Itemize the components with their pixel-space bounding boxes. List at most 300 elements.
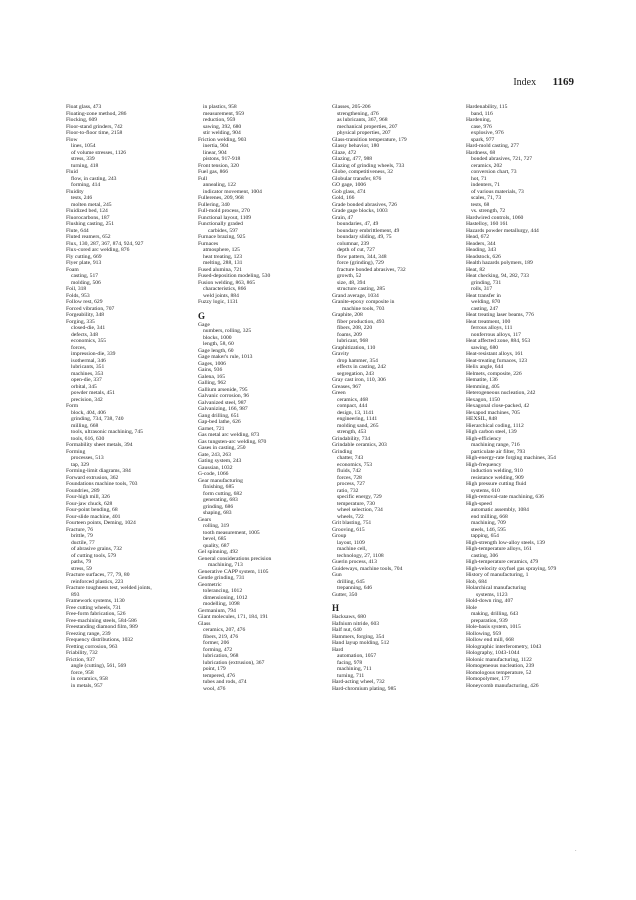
index-entry: Health hazards polymers, 189: [466, 260, 533, 266]
index-subentry: ratio, 732: [337, 487, 359, 494]
index-subentry: automatic assembly, 1084: [471, 507, 529, 513]
index-entry: Greases, 967: [332, 383, 361, 390]
index-subentry: fibers, 219, 476: [203, 633, 239, 640]
index-entry: Free cutting wheels, 731: [66, 604, 121, 611]
index-entry: Generative CAPP system, 1105: [198, 568, 269, 575]
index-subentry: structure casting, 285: [337, 286, 386, 292]
index-subentry: as lubricants, 367, 968: [337, 117, 388, 123]
index-entry: Gold, 166: [332, 195, 355, 201]
index-entry: Gases in casting, 250: [198, 445, 246, 451]
index-entry: Guerin process, 413: [332, 559, 377, 565]
index-subentry: closed-die, 341: [71, 325, 106, 331]
index-entry: Gears: [198, 516, 212, 523]
index-entry: Graphite, 208: [332, 312, 363, 318]
index-entry: Grade bonded abrasives, 726: [332, 201, 397, 208]
index-entry: Gray cast iron, 110, 306: [332, 377, 386, 383]
index-subentry: characteristics, 866: [203, 286, 247, 292]
index-subentry: processes, 513: [71, 455, 104, 461]
index-entry: Friction welding, 903: [198, 136, 247, 143]
index-subentry: angle (cutting), 561, 569: [71, 663, 127, 669]
index-entry: Friability, 732: [66, 650, 98, 656]
index-entry: Hardening,: [466, 117, 492, 123]
index-subentry: weld joints, 884: [203, 292, 239, 299]
index-subentry: fiber production, 493: [337, 318, 385, 325]
index-entry: Glazing of grinding wheels, 733: [332, 162, 405, 169]
index-subentry: boundary embrittlement, 49: [337, 227, 400, 234]
index-subentry: defects, 348: [71, 331, 99, 338]
index-subentry: finishing, 685: [203, 484, 235, 490]
index-entry: Gear manufacturing: [198, 477, 243, 484]
index-entry: Glassy behavior, 180: [332, 143, 380, 149]
index-subentry: rolls, 317: [471, 286, 493, 292]
index-entry: High-speed: [466, 500, 492, 507]
index-subentry: indenters, 71: [471, 182, 500, 188]
index-subentry: stir welding, 904: [203, 130, 241, 136]
index-entry: High-efficiency: [466, 435, 502, 442]
index-entry: Holonic manufacturing, 1122: [466, 656, 532, 663]
index-entry: Heat checking, 94, 282, 733: [466, 273, 529, 279]
index-subentry: ceramics, 202: [471, 162, 503, 169]
index-entry: Four-high mill, 326: [66, 494, 110, 500]
index-subentry: shaping, 683: [203, 510, 232, 516]
index-subentry: columnar, 239: [337, 240, 370, 247]
index-entry: Fuzzy logic, 1131: [198, 299, 239, 305]
index-entry: Fracture surfaces, 77, 79, 80: [66, 572, 130, 578]
index-entry: Fluidized bed, 124: [66, 208, 108, 214]
index-entry: Follow rest, 629: [66, 299, 103, 305]
index-entry: Foundries, 289: [66, 487, 100, 494]
index-subentry: effects in casting, 242: [337, 364, 386, 370]
index-subentry: open-die, 337: [71, 377, 102, 383]
index-entry: High-frequency: [466, 461, 502, 468]
index-subentry: turning, 418: [71, 162, 99, 169]
index-entry: Graphitization, 110: [332, 344, 376, 351]
index-subentry: ferrous alloys, 111: [471, 325, 513, 331]
index-entry: Fused alumina, 721: [198, 266, 242, 273]
index-subentry: in metals, 957: [71, 682, 103, 689]
index-entry: HEXSIL, 848: [466, 416, 498, 422]
index-entry: High-velocity oxyfuel gas spraying, 979: [466, 565, 557, 572]
index-entry: Hardness, 68: [466, 149, 496, 156]
index-subentry: point, 179: [203, 666, 226, 672]
index-entry: Gap-bed lathe, 626: [198, 419, 241, 425]
index-entry: Garnet, 721: [198, 425, 225, 432]
index-entry: Hold-down ring, 407: [466, 598, 514, 604]
index-subentry: boundary sliding, 49, 75: [337, 234, 392, 240]
index-entry: Hole-basis system, 1015: [466, 624, 521, 630]
index-entry: Flux-cored arc welding, 876: [66, 247, 130, 253]
index-subentry: rolling, 319: [203, 523, 230, 529]
index-entry: Hammers, forging, 354: [332, 633, 385, 640]
index-entry: Galvanic corrosion, 96: [198, 393, 250, 399]
index-entry: High-removal-rate machining, 636: [466, 494, 544, 500]
index-entry: Guideways, machine tools, 704: [332, 565, 403, 572]
index-entry: Hemming, 405: [466, 383, 500, 390]
index-entry: Gas metal arc welding, 873: [198, 432, 260, 438]
index-subentry: tempered, 476: [203, 672, 235, 679]
index-subentry: end milling, 668: [471, 513, 508, 520]
index-subentry: technology, 27, 1108: [337, 552, 384, 559]
index-subentry: of abrasive grains, 732: [71, 546, 122, 552]
index-subentry: ductile, 77: [71, 539, 95, 546]
index-subentry: size, 48, 394: [337, 279, 366, 286]
index-entry: Gages, 1006: [198, 360, 226, 367]
index-subentry: tooth measurement, 1005: [203, 529, 260, 536]
index-entry: Grit blasting, 751: [332, 520, 372, 526]
index-entry: Heterogeneous nucleation, 242: [466, 390, 536, 396]
index-subentry: annealing, 122: [203, 182, 236, 188]
index-subentry: explosive, 976: [471, 130, 504, 136]
index-subentry: molding sand, 265: [337, 422, 379, 429]
index-entry: Globular transfer, 876: [332, 175, 382, 182]
index-entry: Gate, 243, 263: [198, 451, 231, 458]
index-subentry: forming, 414: [71, 182, 101, 188]
index-subentry: engineering, 1141: [337, 416, 378, 422]
index-entry: Grooving, 615: [332, 526, 365, 533]
index-subentry: making, drilling, 643: [471, 611, 519, 617]
index-subentry: resistance welding, 909: [471, 474, 524, 481]
index-subentry: powder metals, 451: [71, 390, 115, 396]
index-entry: Galling, 962: [198, 380, 226, 386]
index-entry: Front tension, 320: [198, 162, 239, 169]
index-entry: Fluid: [66, 169, 78, 175]
index-subentry: specific energy, 729: [337, 494, 382, 500]
index-entry: Fluidity: [66, 188, 84, 195]
index-subentry: boundaries, 47, 49: [337, 221, 379, 227]
index-subentry: measurement, 959: [203, 110, 245, 117]
index-subentry: force, 958: [71, 669, 94, 676]
index-subentry: lubricants, 351: [71, 364, 105, 370]
index-entry: Folds, 953: [66, 292, 90, 299]
index-entry: Heat affected zone, 884, 953: [466, 338, 531, 344]
index-entry: Group: [332, 533, 347, 539]
index-entry: Fullering, 340: [198, 201, 230, 208]
index-entry: Glazing, 477, 988: [332, 156, 373, 162]
index-entry: Forming: [66, 448, 86, 455]
index-entry: Framework systems, 1130: [66, 598, 125, 604]
index-entry: Fluorocarbons, 187: [66, 214, 110, 221]
index-entry: Galvanized steel, 987: [198, 399, 247, 406]
index-entry: Grindability, 734: [332, 435, 371, 442]
index-subentry: casting, 247: [471, 305, 499, 312]
index-entry: Heat treatment, 100: [466, 318, 511, 325]
index-subentry: quality, 687: [203, 542, 230, 549]
index-subentry: paths, 79: [71, 559, 92, 565]
index-subentry: systems, 610: [471, 487, 500, 494]
index-subentry: machining, 711: [337, 666, 372, 672]
index-entry: High-strength low-alloy steels, 139: [466, 539, 545, 546]
index-entry: Furnaces: [198, 240, 219, 247]
index-subentry: molten metal, 245: [71, 201, 112, 208]
index-subentry: segregation, 243: [337, 370, 374, 377]
index-entry: Gel spinning, 492: [198, 549, 238, 555]
index-entry: Helmets, composite, 226: [466, 370, 522, 377]
index-entry: Free-form fabrication, 526: [66, 611, 126, 617]
index-entry: Hard-acting wheel, 732: [332, 679, 385, 685]
index-entry: Gas tungsten-arc welding, 870: [198, 438, 267, 445]
index-entry: Foam: [66, 266, 79, 273]
index-entry: Gentle grinding, 731: [198, 575, 245, 581]
index-subentry: vs. strength, 72: [471, 208, 506, 214]
index-subentry: grinding, 731: [471, 279, 502, 286]
index-subentry: former, 206: [203, 640, 230, 646]
index-entry: Functionally graded: [198, 221, 243, 227]
index-subentry: numbers, rolling, 325: [203, 328, 252, 334]
index-entry: Gallium arsenide, 795: [198, 386, 248, 393]
index-entry: Grain, 47: [332, 214, 354, 221]
index-subentry: machine tools, 703: [342, 305, 385, 312]
index-subentry: physical properties, 207: [337, 130, 391, 136]
index-entry: Four-jaw chuck, 628: [66, 500, 113, 507]
index-entry: Half nut, 640: [332, 627, 362, 633]
index-entry: Hexapod machines, 705: [466, 409, 520, 416]
index-subentry: process, 727: [337, 481, 365, 487]
index-column-3: [332, 104, 407, 692]
index-entry: Hole: [466, 604, 477, 611]
index-subentry: tolerancing, 1012: [203, 588, 243, 594]
index-subentry: lines, 1054: [71, 143, 96, 149]
index-entry: Head, 672: [466, 234, 489, 240]
index-subentry: molding, 506: [71, 279, 101, 286]
index-entry: Helix angle, 644: [466, 364, 504, 370]
index-entry: Flux, 130, 287, 367, 874, 924, 927: [66, 240, 144, 247]
running-header: [513, 76, 574, 88]
index-entry: Headstock, 626: [466, 253, 501, 260]
index-entry: Four-point bending, 68: [66, 507, 118, 513]
index-entry: Gun: [332, 572, 342, 578]
index-subentry: sawing, 680: [471, 344, 499, 351]
index-subentry: forces, 728: [337, 474, 362, 481]
index-entry: Hob, 684: [466, 578, 487, 585]
index-entry: Hardenability, 115: [466, 104, 508, 110]
index-entry: Fused-deposition modeling, 530: [198, 273, 271, 279]
index-entry: Hexagonal close-packed, 42: [466, 403, 530, 409]
index-subentry: wool, 476: [203, 685, 226, 692]
index-subentry: trepanning, 646: [337, 585, 373, 591]
index-subentry: tests, 246: [71, 195, 93, 201]
index-subentry: conversion chart, 73: [471, 169, 517, 175]
index-subentry: brittle, 79: [71, 533, 93, 539]
index-subentry: of cutting tools, 579: [71, 552, 117, 559]
index-subentry: forces,: [71, 344, 87, 351]
index-entry: Glass-transition temperature, 179: [332, 136, 407, 143]
index-subentry: tools, ultrasonic machining, 745: [71, 429, 143, 435]
index-subentry: wheel selection, 734: [337, 507, 383, 513]
index-entry: Glaze, 472: [332, 149, 357, 156]
index-entry: Hacksaws, 680: [332, 614, 366, 620]
index-subentry: isothermal, 346: [71, 357, 106, 364]
index-entry: Gage length, 60: [198, 347, 234, 354]
index-entry: Heat treating laser beams, 776: [466, 312, 534, 318]
index-entry: Foundations machine tools, 703: [66, 481, 138, 487]
index-subentry: inertia, 904: [203, 143, 229, 149]
index-subentry: linear, 904: [203, 149, 227, 156]
index-subentry: lubrication, 968: [203, 653, 239, 659]
index-subentry: automation, 1057: [337, 653, 377, 659]
index-entry: Grindable ceramics, 203: [332, 442, 387, 448]
index-entry: Germanium, 794: [198, 607, 236, 614]
index-subentry: fracture bonded abrasives, 732: [337, 266, 406, 273]
index-subentry: tap, 329: [71, 461, 90, 468]
index-entry: Formability sheet metals, 394: [66, 442, 133, 448]
index-entry: Green: [332, 390, 346, 396]
index-subentry: induction welding, 910: [471, 468, 523, 474]
index-entry: History of manufacturing, 1: [466, 572, 529, 578]
index-subentry: indicator movement, 1004: [203, 188, 262, 195]
index-entry: Fusion welding, 863, 865: [198, 279, 256, 286]
index-entry: Hexagon, 1150: [466, 396, 500, 403]
index-subentry: grinding, 686: [203, 503, 234, 510]
index-entry: Forming-limit diagrams, 384: [66, 468, 131, 474]
index-subentry: foams, 209: [337, 331, 362, 338]
index-subentry: facing, 978: [337, 659, 363, 666]
index-subentry: block, 404, 406: [71, 409, 106, 416]
index-subentry: economics, 355: [71, 338, 107, 344]
index-subentry: flow, in casting, 243: [71, 175, 117, 182]
index-subentry: form cutting, 682: [203, 490, 242, 497]
index-entry: Fuel gas, 866: [198, 169, 228, 175]
index-entry: Globe, competitiveness, 32: [332, 169, 393, 175]
index-entry: Holographic interferometry, 1043: [466, 643, 542, 650]
index-entry: Fracture toughness test, welded joints,: [66, 585, 152, 591]
index-entry: Galena, 165: [198, 373, 226, 380]
index-subentry: systems, 1123: [476, 591, 508, 598]
index-entry: Heat-treating furnaces, 123: [466, 357, 528, 364]
index-subentry: machine cell,: [337, 546, 367, 552]
index-subentry: growth, 52: [337, 273, 362, 279]
index-subentry: temperature, 730: [337, 500, 375, 507]
index-entry: Honeycomb manufacturing, 426: [466, 682, 539, 689]
index-entry: Hematite, 136: [466, 377, 498, 383]
index-column-2: [198, 104, 271, 692]
index-subentry: ceramics, 468: [337, 396, 369, 403]
index-entry: High pressure cutting fluid: [466, 481, 527, 487]
index-entry: Geometric: [198, 581, 222, 588]
index-entry: Hollow end mill, 668: [466, 637, 514, 643]
index-entry: Gravity: [332, 351, 350, 357]
index-subentry: compact, 444: [337, 403, 368, 409]
index-subentry: tapping, 654: [471, 533, 499, 539]
index-entry: Full: [198, 175, 208, 182]
index-subentry: atmosphere, 125: [203, 247, 240, 253]
index-entry: Free-machining steels, 584-586: [66, 617, 137, 624]
index-entry: Hard: [332, 646, 344, 653]
index-entry: High-temperature ceramics, 479: [466, 559, 539, 565]
index-entry: Glasses, 205-206: [332, 104, 371, 110]
index-entry: Floor-stand grinders, 742: [66, 123, 123, 130]
index-subentry: strength, 453: [337, 429, 367, 435]
index-entry: Gains, 936: [198, 367, 223, 373]
index-entry: Homogeneous nucleation, 239: [466, 663, 535, 669]
index-entry: Flushing casting, 251: [66, 221, 115, 227]
index-entry: Fullerenes, 209, 968: [198, 195, 244, 201]
index-subentry: reduction, 959: [203, 117, 236, 123]
index-subentry: wheels, 722: [337, 513, 364, 520]
index-subentry: heat treating, 123: [203, 253, 242, 260]
index-entry: Hand layup molding, 512: [332, 640, 390, 646]
index-subentry: precision, 342: [71, 396, 103, 403]
index-entry: Giant molecules, 171, 184, 191: [198, 614, 269, 620]
index-subentry: in ceramics, 958: [71, 676, 108, 682]
index-entry: Gob glass, 474: [332, 188, 366, 195]
index-subentry: dimensioning, 1012: [203, 594, 248, 601]
index-subentry: lubricant, 968: [337, 338, 369, 344]
index-subentry: modelling, 1098: [203, 601, 240, 607]
stray-mark: ·: [575, 849, 577, 854]
index-subentry: economics, 753: [337, 461, 373, 468]
index-subentry: of volume stresses, 1126: [71, 149, 127, 156]
index-subentry: layout, 1109: [337, 539, 365, 546]
index-entry: High carbon steel, 139: [466, 429, 517, 435]
index-entry: Hafnium nitride, 603: [332, 620, 380, 627]
index-entry: Galvanizing, 166, 987: [198, 406, 248, 412]
index-entry: Hazards powder metallurgy, 444: [466, 227, 539, 234]
index-subentry: milling, 668: [71, 422, 99, 429]
index-subentry: length, 58, 60: [203, 341, 234, 347]
index-column-4: [466, 104, 556, 689]
index-entry: Gage: [198, 321, 210, 328]
index-subentry: in plastics, 958: [203, 104, 237, 110]
index-subentry: carbides, 597: [208, 227, 238, 234]
index-subentry: band, 116: [471, 110, 493, 117]
index-entry: Fretting corrosion, 963: [66, 643, 118, 650]
index-subentry: machining, 713: [208, 562, 243, 568]
index-subentry: strengthening, 476: [337, 110, 379, 117]
index-subentry: design, 13, 1141: [337, 409, 374, 416]
index-subentry: spark, 977: [471, 136, 495, 143]
index-entry: Gage maker's rule, 1013: [198, 354, 253, 360]
index-entry: Floor-to-floor time, 2158: [66, 130, 123, 136]
index-entry: High-energy-rate forging machines, 354: [466, 455, 556, 461]
index-entry: Heat transfer in: [466, 292, 501, 299]
index-entry: Foil, 318: [66, 286, 87, 292]
index-entry: Gating system, 243: [198, 458, 242, 464]
index-subentry: scales, 71, 73: [471, 195, 502, 201]
page-number: 1169: [552, 76, 574, 88]
index-subentry: ceramics, 207, 476: [203, 627, 246, 633]
index-subentry: tubes and rods, 474: [203, 679, 247, 685]
index-subentry: tests, 68: [471, 201, 490, 208]
index-subentry: grinding, 734, 738, 740: [71, 416, 124, 422]
index-entry: Forced vibration, 707: [66, 305, 115, 312]
index-entry: GO gage, 1006: [332, 182, 367, 188]
index-subentry: machines, 353: [71, 370, 104, 377]
index-entry: Fracture, 76: [66, 526, 94, 533]
index-entry: Fluted reamers, 652: [66, 234, 111, 240]
index-subentry: sawing, 392, 680: [203, 123, 242, 130]
index-subentry: pistons, 917-918: [203, 156, 241, 162]
index-entry: Freestanding diamond film, 989: [66, 624, 138, 630]
index-entry: Freezing range, 239: [66, 630, 111, 637]
index-column-1: [66, 104, 152, 689]
index-entry: Gaussian, 1032: [198, 464, 233, 471]
index-subentry: flow pattern, 344, 348: [337, 253, 387, 260]
index-entry: General considerations precision: [198, 555, 272, 562]
index-subentry: melting, 288, 131: [203, 260, 243, 266]
index-entry: Form: [66, 403, 79, 409]
index-subentry: welding, 870: [471, 299, 501, 305]
index-entry: Floating-zone method, 286: [66, 110, 127, 117]
index-subentry: preparation, 939: [471, 617, 508, 624]
index-entry: Homologous temperature, 52: [466, 669, 532, 676]
index-subentry: stress, 339: [71, 156, 95, 162]
index-entry: Four-slide machine, 401: [66, 513, 121, 520]
index-subentry: bonded abrasives, 721, 727: [471, 156, 533, 162]
index-subentry: turning, 711: [337, 672, 365, 679]
index-entry: Hard-mold casting, 277: [466, 143, 519, 149]
index-entry: Forward extrusion, 362: [66, 474, 119, 481]
index-subentry: bevel, 685: [203, 536, 227, 542]
